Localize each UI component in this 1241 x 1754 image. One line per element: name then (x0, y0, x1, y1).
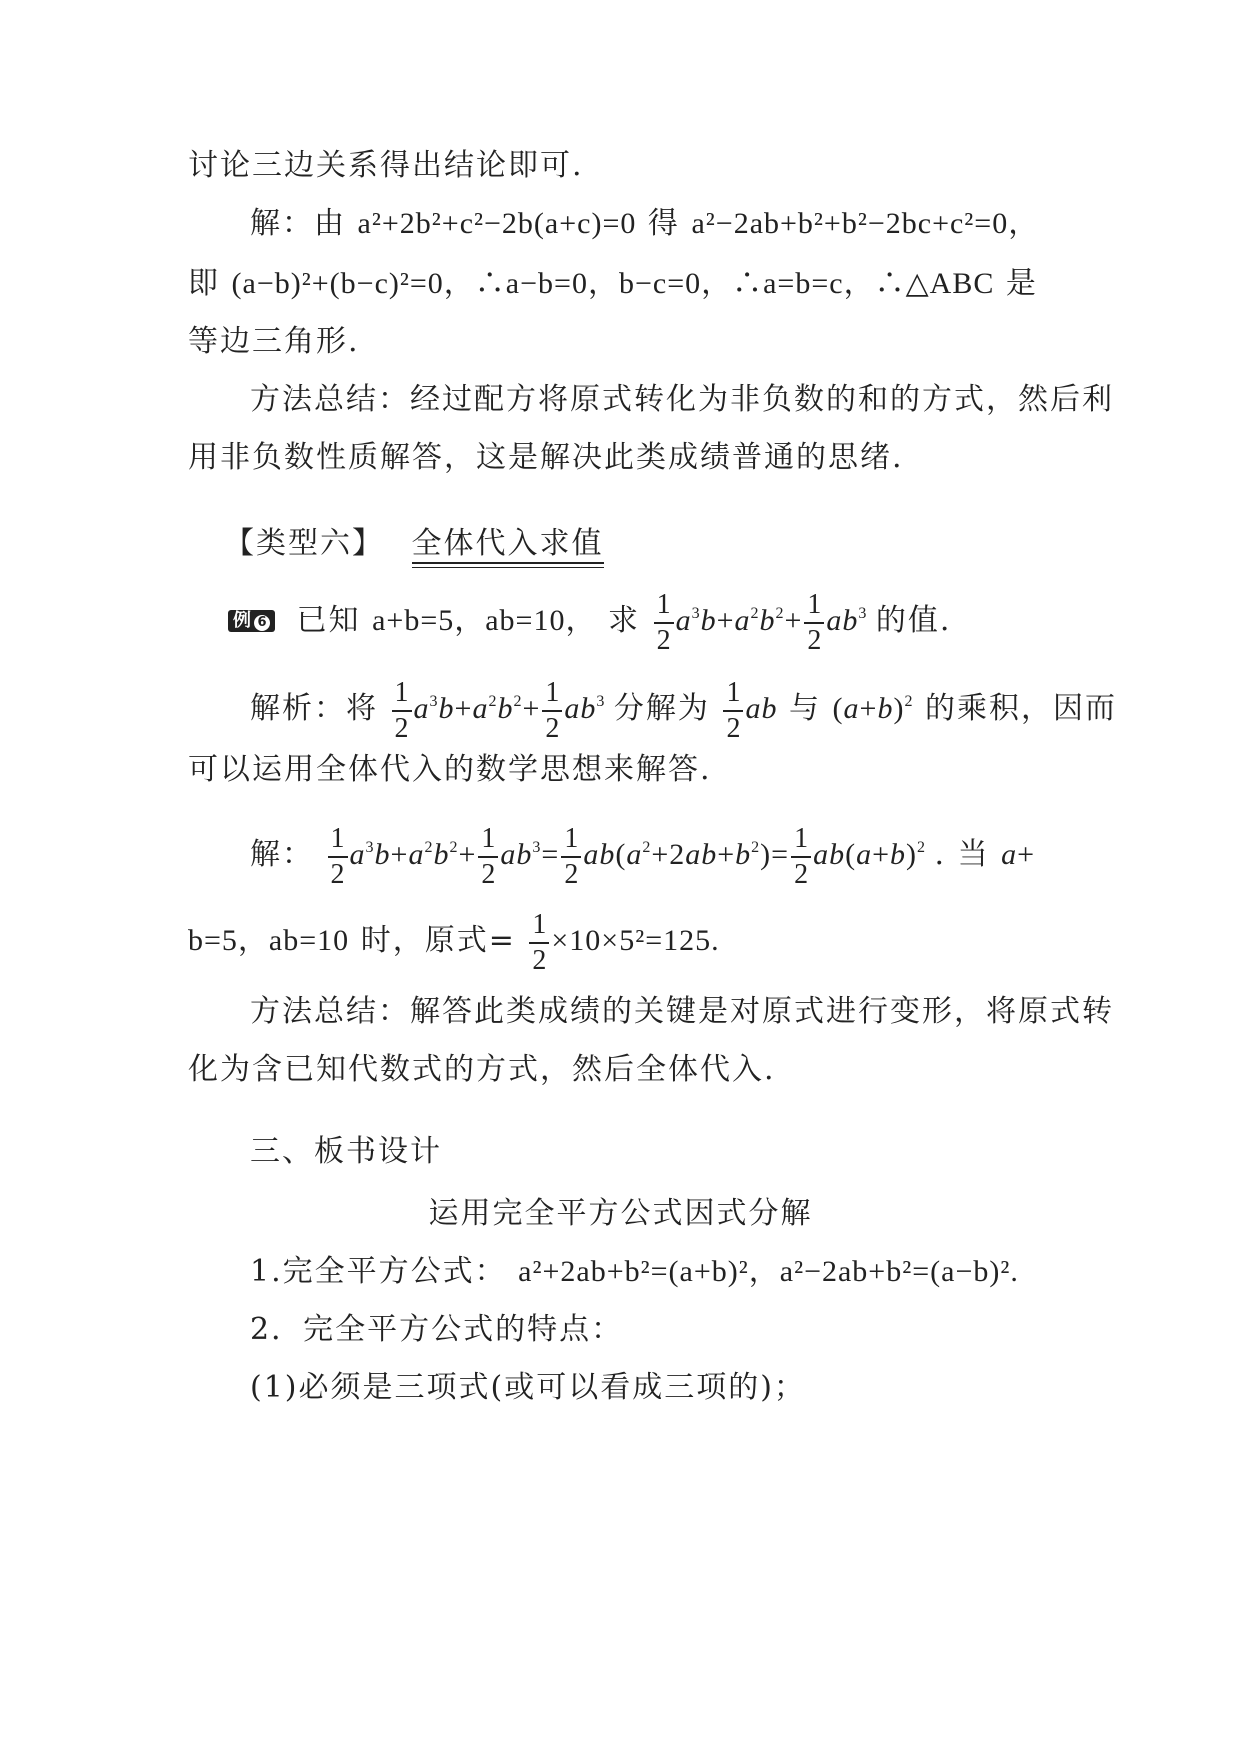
solution-6-result-lead: 时，原式= (360, 922, 516, 958)
board-item-1-lead: 1.完全平方公式： (250, 1254, 507, 1289)
board-item-1-formula: a²+2ab+b²=(a+b)²，a²−2ab+b²=(a−b)². (518, 1255, 1019, 1288)
solution-6-lead: 解： (250, 836, 314, 872)
solution-line-1 (250, 202, 1241, 246)
method-summary-2-line-1: 方法总结：解答此类成绩的关键是对原式进行变形，将原式转 (250, 994, 1114, 1029)
analysis-line-1 (250, 676, 1241, 744)
solution-conclusion: 等边三角形. (188, 324, 360, 359)
example-6 (228, 588, 1241, 656)
method-summary-2-line-2: 化为含已知代数式的方式，然后全体代入. (188, 1052, 776, 1087)
solution-6-when: . 当 (934, 836, 990, 872)
equation-squares: (a−b)²+(b−c)²=0，∴a−b=0，b−c=0，∴a=b=c，∴△ABC (231, 267, 995, 300)
analysis-lead: 解析：将 (250, 690, 378, 726)
board-title: 运用完全平方公式因式分解 (428, 1196, 813, 1231)
example-expression: $\frac{1}{2}$ $a^3b+a^2b^2+$ $\frac{1}{2}$ $ab^3$ (652, 604, 876, 637)
analysis-factor-2: $(a+b)^2$ (832, 691, 914, 725)
section-bracket-label: 【类型六】 (224, 526, 384, 561)
equation-given: a²+2b²+c²−2b(a+c)=0 (357, 207, 637, 240)
section-title: 全体代入求值 (412, 526, 604, 564)
solution-6-var: a+ (1001, 837, 1036, 871)
solution-lead-2: 即 (188, 266, 220, 301)
example-number: 6 (254, 615, 270, 631)
board-heading: 三、板书设计 (250, 1134, 442, 1169)
solution-line-2 (188, 262, 1241, 306)
board-item-2: 2．完全平方公式的特点： (250, 1312, 624, 1347)
solution-6-values: b=5，ab=10 (188, 923, 350, 957)
solution-6-line-2 (188, 908, 1241, 976)
example-badge: 例 6 (228, 610, 275, 632)
section-heading-type-6 (224, 522, 1241, 566)
example-ask: 求 (608, 602, 641, 638)
equation-expanded: a²−2ab+b²+b²−2bc+c²=0， (691, 207, 1040, 240)
analysis-expression: $\frac{1}{2}$ $a^3b+a^2b^2+$ $\frac{1}{2}$ $ab^3$ (390, 692, 614, 725)
solution-6-result: $\frac{1}{2}$ ×10×5²=125. (527, 924, 719, 957)
method-summary-line-2: 用非负数性质解答，这是解决此类成绩普通的思绪. (188, 440, 904, 475)
analysis-line-2: 可以运用全体代入的数学思想来解答. (188, 752, 712, 787)
example-lead: 已知 (296, 602, 361, 638)
board-item-1 (250, 1250, 1241, 1294)
board-item-3: (1)必须是三项式(或可以看成三项的)； (250, 1370, 806, 1405)
paragraph-continuation: 讨论三边关系得出结论即可. (188, 148, 584, 183)
solution-lead: 解：由 (250, 206, 346, 241)
example-tail: 的值. (875, 602, 952, 638)
analysis-connector-2: 与 (788, 690, 821, 726)
analysis-connector-1: 分解为 (613, 690, 710, 726)
solution-connector: 得 (647, 206, 680, 241)
example-condition: a+b=5，ab=10， (372, 603, 597, 637)
analysis-factor-1: $\frac{1}{2}$ ab (721, 692, 777, 725)
analysis-tail: 的乘积，因而 (925, 690, 1117, 726)
method-summary-line-1: 方法总结：经过配方将原式转化为非负数的和的方式，然后利 (250, 382, 1114, 417)
solution-6-derivation: $\frac{1}{2}$ $a^3b+a^2b^2+$ $\frac{1}{2}$ $ab^3=$ $\frac{1}{2}$ $ab(a^2+2ab+b^2)=$ $\frac{1}{2}$ $ab(a+b)^2$ (326, 838, 935, 871)
solution-tail: 是 (1005, 266, 1038, 301)
solution-6-line-1 (250, 822, 1241, 890)
